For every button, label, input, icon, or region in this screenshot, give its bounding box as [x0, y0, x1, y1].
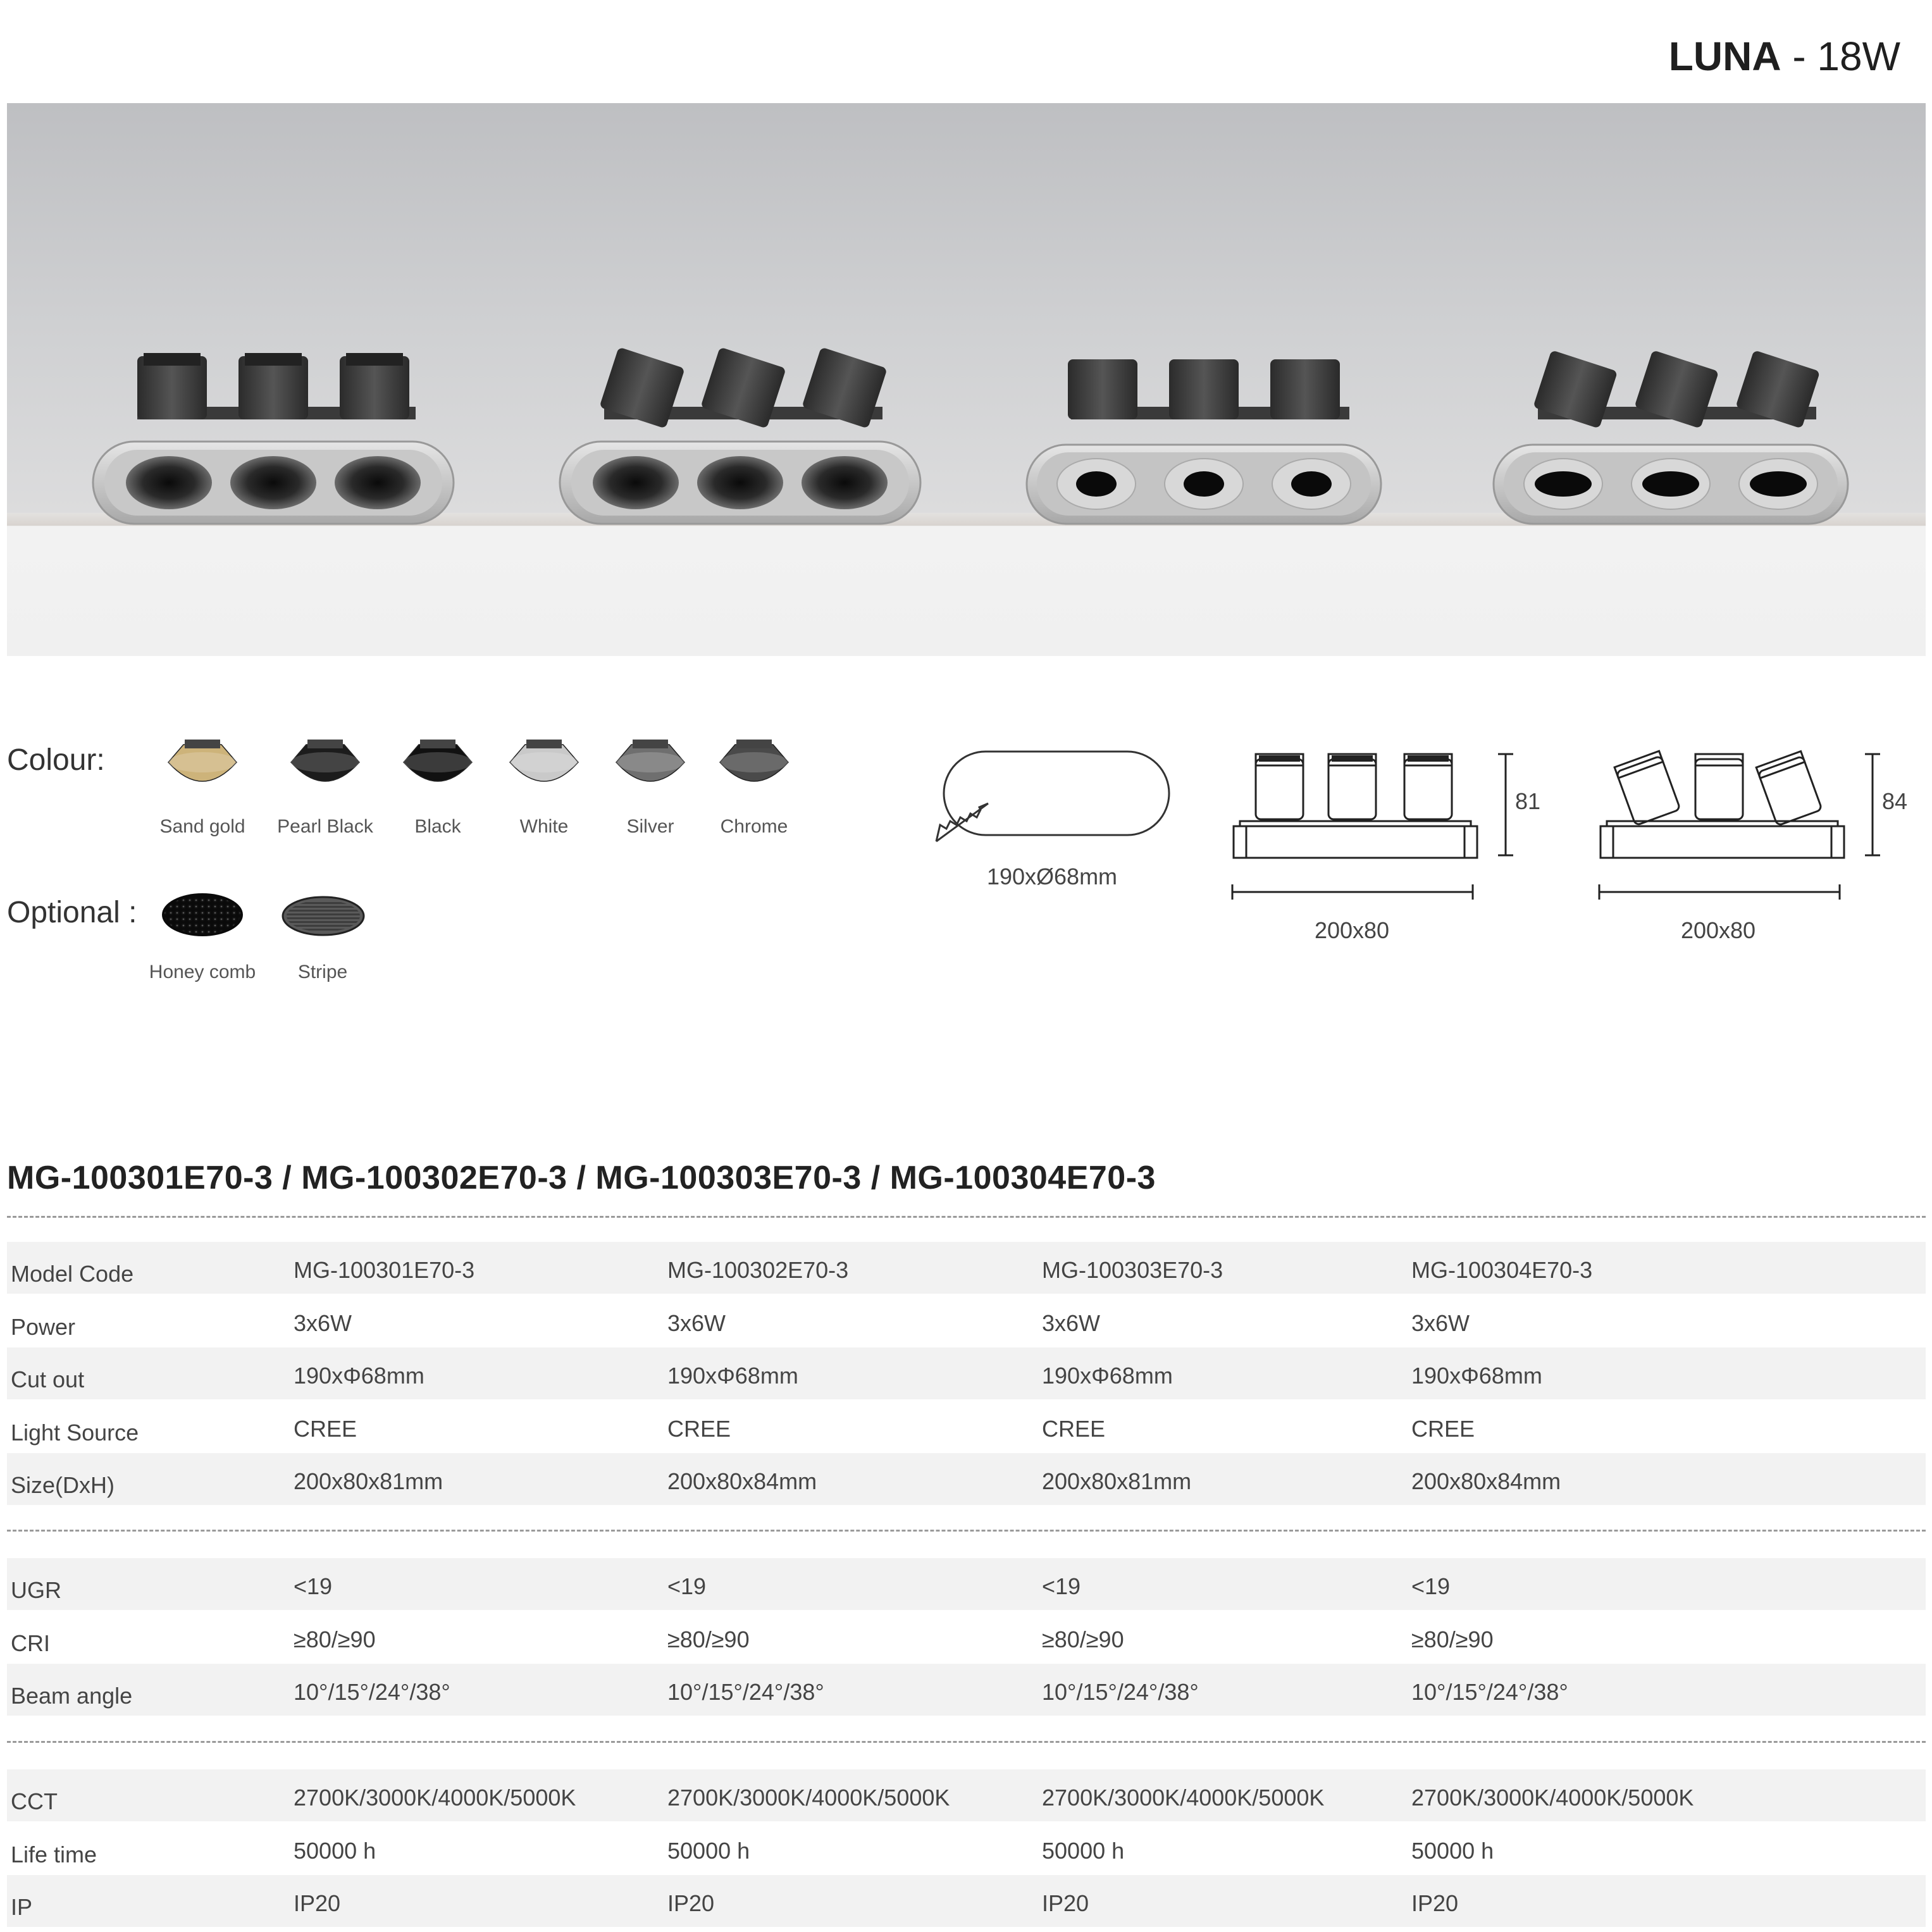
colour-name: White	[519, 816, 569, 837]
spec-value: 190xΦ68mm	[1042, 1363, 1173, 1389]
spec-value: ≥80/≥90	[1411, 1626, 1494, 1652]
spec-value: 3x6W	[294, 1310, 352, 1336]
spec-row	[7, 1611, 1926, 1663]
spec-value: MG-100303E70-3	[1042, 1257, 1223, 1283]
spec-value: ≥80/≥90	[667, 1626, 750, 1652]
spec-label: Life time	[11, 1841, 97, 1867]
reflector-icon	[612, 737, 688, 800]
spec-value: ≥80/≥90	[294, 1626, 376, 1652]
spec-value: MG-100304E70-3	[1411, 1257, 1593, 1283]
fixture-2	[560, 347, 920, 524]
spec-value: CREE	[294, 1415, 357, 1442]
tilt-side-drawing	[1594, 746, 1923, 905]
divider	[7, 1741, 1926, 1743]
spec-value: 2700K/3000K/4000K/5000K	[294, 1785, 576, 1811]
spec-value: 10°/15°/24°/38°	[667, 1679, 824, 1705]
product-name: LUNA	[1668, 34, 1781, 79]
spec-value: 50000 h	[294, 1837, 376, 1864]
spec-label: Power	[11, 1313, 76, 1340]
spec-value: 2700K/3000K/4000K/5000K	[667, 1785, 950, 1811]
tilt-height: 84	[1881, 788, 1908, 814]
spec-value: 200x80x81mm	[1042, 1468, 1192, 1494]
optional-label: Optional :	[7, 896, 137, 929]
spec-label: CCT	[11, 1788, 58, 1814]
spec-value: IP20	[294, 1890, 341, 1916]
spec-value: CREE	[1411, 1415, 1475, 1442]
spec-value: IP20	[1042, 1890, 1089, 1916]
spec-value: IP20	[1411, 1890, 1459, 1916]
spec-value: CREE	[667, 1415, 731, 1442]
reflector-icon	[506, 737, 582, 800]
spec-value: 50000 h	[667, 1837, 750, 1864]
fixture-3	[1027, 359, 1381, 524]
spec-value: 10°/15°/24°/38°	[1042, 1679, 1199, 1705]
spec-value: 50000 h	[1411, 1837, 1494, 1864]
spec-value: 2700K/3000K/4000K/5000K	[1042, 1785, 1325, 1811]
colour-name: Pearl Black	[277, 816, 373, 837]
spec-label: Size(DxH)	[11, 1472, 115, 1498]
spec-value: <19	[667, 1573, 707, 1599]
stripe-icon	[282, 895, 365, 939]
reflector-icon	[716, 737, 792, 800]
fixed-side-drawing	[1227, 746, 1556, 905]
models-title: MG-100301E70-3 / MG-100302E70-3 / MG-100303E70-3 / MG-100304E70-3	[7, 1160, 1156, 1196]
spec-row	[7, 1347, 1926, 1399]
spec-value: 3x6W	[667, 1310, 726, 1336]
fixture-4	[1494, 350, 1848, 524]
title-separator: -	[1781, 34, 1817, 79]
spec-row	[7, 1769, 1926, 1821]
fixed-height: 81	[1514, 788, 1541, 814]
spec-row	[7, 1823, 1926, 1874]
cutout-drawing	[930, 746, 1183, 848]
spec-value: 190xΦ68mm	[667, 1363, 798, 1389]
spec-value: 190xΦ68mm	[1411, 1363, 1542, 1389]
reflector-icon	[164, 737, 240, 800]
optional-name: Honey comb	[149, 962, 256, 982]
spec-row	[7, 1875, 1926, 1927]
spec-label: Model Code	[11, 1261, 134, 1287]
spec-label: Beam angle	[11, 1683, 133, 1709]
spec-value: IP20	[667, 1890, 715, 1916]
spec-value: 3x6W	[1411, 1310, 1470, 1336]
spec-label: UGR	[11, 1577, 61, 1603]
spec-row	[7, 1242, 1926, 1294]
spec-value: 2700K/3000K/4000K/5000K	[1411, 1785, 1694, 1811]
colour-name: Silver	[626, 816, 674, 837]
spec-row	[7, 1664, 1926, 1716]
spec-value: 190xΦ68mm	[294, 1363, 424, 1389]
spec-row	[7, 1558, 1926, 1610]
spec-value: 10°/15°/24°/38°	[294, 1679, 450, 1705]
colour-name: Sand gold	[159, 816, 245, 837]
optional-name: Stripe	[297, 962, 348, 982]
spec-value: 3x6W	[1042, 1310, 1101, 1336]
spec-value: ≥80/≥90	[1042, 1626, 1124, 1652]
tilt-width: 200x80	[1680, 917, 1756, 943]
spec-label: Light Source	[11, 1419, 139, 1446]
hero-fixtures-illustration	[7, 103, 1926, 656]
colour-name: Black	[414, 816, 461, 837]
spec-label: CRI	[11, 1630, 50, 1656]
spec-value: MG-100302E70-3	[667, 1257, 849, 1283]
fixed-width: 200x80	[1314, 917, 1390, 943]
spec-row	[7, 1295, 1926, 1347]
spec-value: 50000 h	[1042, 1837, 1125, 1864]
spec-value: <19	[1042, 1573, 1081, 1599]
spec-value: <19	[294, 1573, 333, 1599]
spec-value: MG-100301E70-3	[294, 1257, 475, 1283]
spec-value: 200x80x84mm	[667, 1468, 817, 1494]
spec-value: 200x80x81mm	[294, 1468, 443, 1494]
product-wattage: 18W	[1817, 34, 1900, 79]
honeycomb-icon	[161, 891, 244, 941]
fixture-1	[93, 353, 454, 524]
divider	[7, 1216, 1926, 1218]
spec-label: Cut out	[11, 1366, 85, 1392]
reflector-icon	[400, 737, 476, 800]
spec-value: 200x80x84mm	[1411, 1468, 1561, 1494]
divider	[7, 1530, 1926, 1532]
spec-row	[7, 1401, 1926, 1452]
page-title	[1669, 33, 1900, 80]
hero-product-image	[7, 103, 1926, 656]
reflector-icon	[287, 737, 363, 800]
spec-value: 10°/15°/24°/38°	[1411, 1679, 1568, 1705]
colour-label: Colour:	[7, 743, 105, 777]
cutout-dimension: 190xØ68mm	[986, 864, 1118, 889]
spec-value: <19	[1411, 1573, 1451, 1599]
colour-name: Chrome	[720, 816, 788, 837]
spec-row	[7, 1453, 1926, 1505]
spec-value: CREE	[1042, 1415, 1106, 1442]
spec-label: IP	[11, 1894, 33, 1920]
